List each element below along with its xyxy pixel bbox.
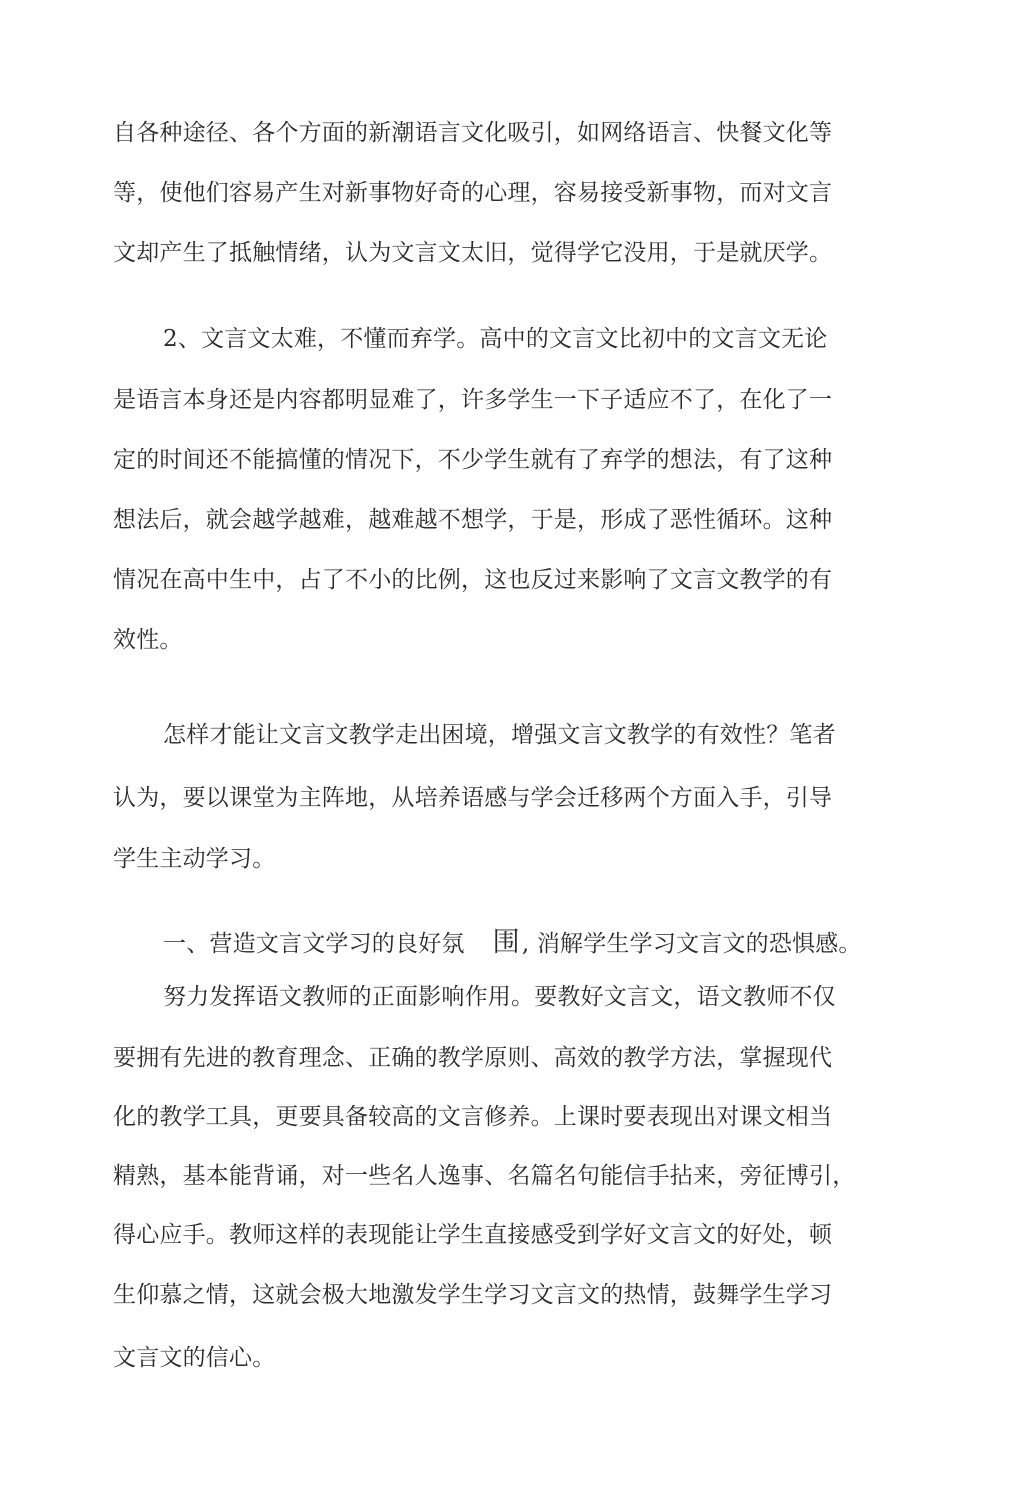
paragraph-3-line-3: 学生主动学习。 xyxy=(113,846,276,872)
paragraph-3-line-2: 认为，要以课堂为主阵地，从培养语感与学会迁移两个方面入手，引导 xyxy=(113,785,833,811)
paragraph-1-line-1: 自各种途径、各个方面的新潮语言文化吸引，如网络语言、快餐文化等 xyxy=(113,120,833,146)
paragraph-2-line-4: 想法后，就会越学越难，越难越不想学，于是，形成了恶性循环。这种 xyxy=(113,507,833,533)
paragraph-4-line-3: 化的教学工具，更要具备较高的文言修养。上课时要表现出对课文相当 xyxy=(113,1104,833,1130)
paragraph-2-line-1: 2、文言文太难，不懂而弃学。高中的文言文比初中的文言文无论 xyxy=(163,326,828,352)
paragraph-4-line-5: 得心应手。教师这样的表现能让学生直接感受到学好文言文的好处，顿 xyxy=(113,1222,833,1248)
paragraph-2-line-3: 定的时间还不能搞懂的情况下，不少学生就有了弃学的想法，有了这种 xyxy=(113,447,833,473)
section-heading-part-1: 一、营造文言文学习的良好氛 xyxy=(163,931,465,957)
paragraph-2-line-2: 是语言本身还是内容都明显难了，许多学生一下子适应不了，在化了一 xyxy=(113,387,833,413)
section-heading xyxy=(163,928,862,959)
paragraph-2-line-6: 效性。 xyxy=(113,627,183,653)
paragraph-4-line-7: 文言文的信心。 xyxy=(113,1345,276,1371)
paragraph-4-line-2: 要拥有先进的教育理念、正确的教学原则、高效的教学方法，掌握现代 xyxy=(113,1045,833,1071)
paragraph-4-line-6: 生仰慕之情，这就会极大地激发学生学习文言文的热情，鼓舞学生学习 xyxy=(113,1282,833,1308)
paragraph-1-line-3: 文却产生了抵触情绪，认为文言文太旧，觉得学它没用，于是就厌学。 xyxy=(113,240,833,266)
paragraph-3-line-1: 怎样才能让文言文教学走出困境，增强文言文教学的有效性？笔者 xyxy=(163,722,836,748)
paragraph-2-line-5: 情况在高中生中，占了不小的比例，这也反过来影响了文言文教学的有 xyxy=(113,567,833,593)
section-heading-part-2: 围 xyxy=(492,927,520,958)
paragraph-1-line-2: 等，使他们容易产生对新事物好奇的心理，容易接受新事物，而对文言 xyxy=(113,180,833,206)
paragraph-4-line-4: 精熟，基本能背诵，对一些名人逸事、名篇名句能信手拈来，旁征博引， xyxy=(113,1163,856,1189)
paragraph-4-line-1: 努力发挥语文教师的正面影响作用。要教好文言文，语文教师不仅 xyxy=(163,984,836,1010)
section-heading-part-3: , 消解学生学习文言文的恐惧感。 xyxy=(521,931,862,957)
